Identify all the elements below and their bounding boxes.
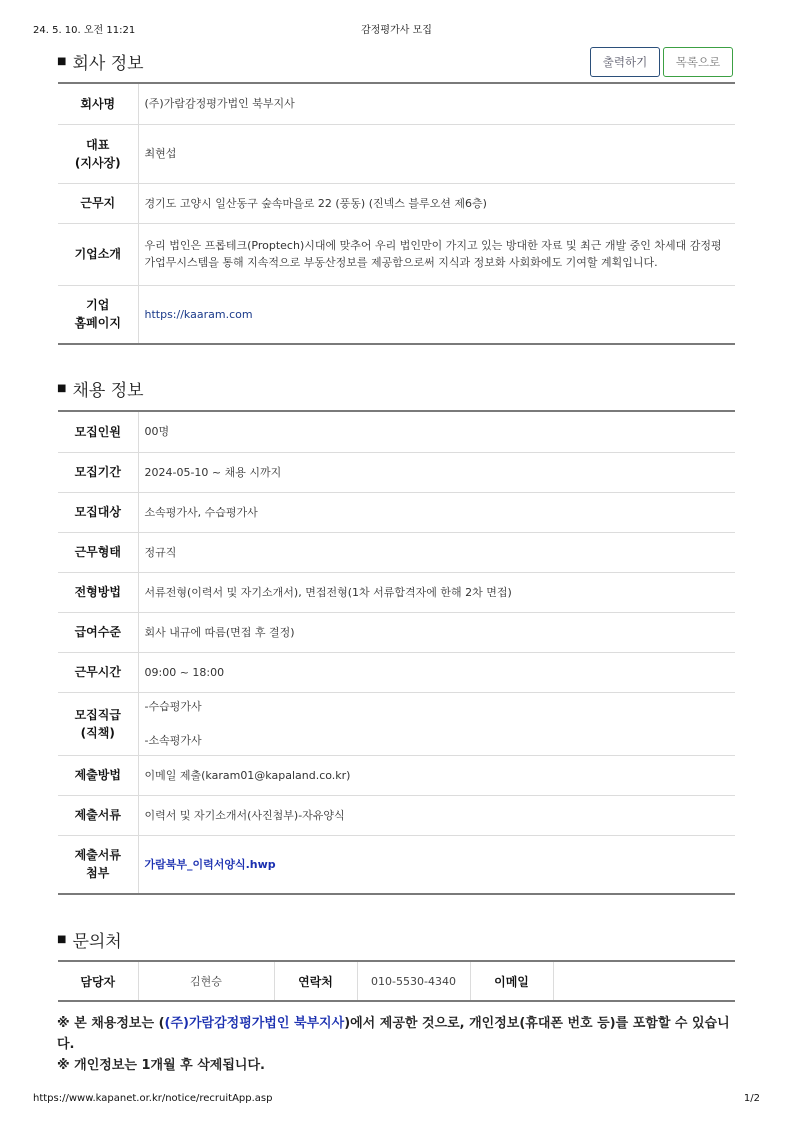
manager-value: 김현승	[138, 961, 274, 1001]
workplace-value: 경기도 고양시 일산동구 숲속마을로 22 (풍동) (진넥스 블루오션 제6층)	[138, 183, 735, 223]
company-name-value: (주)가람감정평가법인 북부지사	[138, 83, 735, 124]
table-row	[58, 452, 735, 492]
headcount-value: 00명	[138, 411, 735, 452]
recruit-section-title	[57, 376, 144, 401]
homepage-label: 기업 홈페이지	[58, 285, 138, 344]
representative-value: 최현섭	[138, 124, 735, 183]
notice-line-2: ※ 개인정보는 1개월 후 삭제됩니다.	[57, 1058, 265, 1073]
list-button[interactable]: 목록으로	[663, 47, 733, 77]
table-row	[58, 755, 735, 795]
square-bullet-icon: ■	[57, 56, 67, 67]
selection-method-label: 전형방법	[58, 572, 138, 612]
representative-label: 대표 (지사장)	[58, 124, 138, 183]
table-row	[58, 411, 735, 452]
employment-type-label: 근무형태	[58, 532, 138, 572]
target-label: 모집대상	[58, 492, 138, 532]
work-hours-value: 09:00 ~ 18:00	[138, 652, 735, 692]
square-bullet-icon: ■	[57, 934, 67, 945]
email-label: 이메일	[470, 961, 553, 1001]
table-row	[58, 612, 735, 652]
contact-section-title-text: 문의처	[72, 932, 122, 952]
print-title: 감정평가사 모집	[361, 25, 432, 36]
submission-method-value: 이메일 제출(karam01@kapaland.co.kr)	[138, 755, 735, 795]
recruit-info-table	[58, 410, 735, 895]
table-row	[58, 285, 735, 344]
documents-value: 이력서 및 자기소개서(사진첨부)-자유양식	[138, 795, 735, 835]
table-row	[58, 492, 735, 532]
company-section-title	[57, 49, 144, 74]
work-hours-label: 근무시간	[58, 652, 138, 692]
company-intro-label: 기업소개	[58, 223, 138, 285]
table-row	[58, 692, 735, 755]
table-row	[58, 572, 735, 612]
print-button[interactable]: 출력하기	[590, 47, 660, 77]
print-url: https://www.kapanet.or.kr/notice/recruitApp.asp	[33, 1093, 273, 1104]
position-value: -수습평가사 -소속평가사	[138, 692, 735, 755]
period-label: 모집기간	[58, 452, 138, 492]
table-row	[58, 183, 735, 223]
company-info-table	[58, 82, 735, 345]
table-row	[58, 795, 735, 835]
manager-label: 담당자	[58, 961, 138, 1001]
period-value: 2024-05-10 ~ 채용 시까지	[138, 452, 735, 492]
table-row	[58, 124, 735, 183]
print-header	[0, 0, 793, 40]
position-label: 모집직급 (직책)	[58, 692, 138, 755]
notice-company-link[interactable]: (주)가람감정평가법인 북부지사	[164, 1016, 345, 1031]
page-number: 1/2	[743, 1093, 760, 1104]
table-row	[58, 532, 735, 572]
phone-label: 연락처	[274, 961, 357, 1001]
salary-label: 급여수준	[58, 612, 138, 652]
company-intro-value: 우리 법인은 프롭테크(Proptech)시대에 맞추어 우리 법인만이 가지고 있는 방대한 자료 및 최근 개발 중인 차세대 감정평가업무시스템을 통해 지속적으로 부동산정보를 제공함으로써 지식과 정보화 사회화에도 기여할 계획입니다.	[138, 223, 735, 285]
email-value	[553, 961, 735, 1001]
workplace-label: 근무지	[58, 183, 138, 223]
attachment-file-link[interactable]: 가람북부_이력서양식.hwp	[144, 857, 276, 871]
attachment-value	[138, 835, 735, 894]
salary-value: 회사 내규에 따름(면접 후 결정)	[138, 612, 735, 652]
homepage-link[interactable]: https://kaaram.com	[144, 307, 253, 321]
table-row	[58, 652, 735, 692]
company-name-label: 회사명	[58, 83, 138, 124]
print-datetime: 24. 5. 10. 오전 11:21	[33, 25, 136, 36]
employment-type-value: 정규직	[138, 532, 735, 572]
privacy-notice	[57, 1013, 737, 1076]
table-row	[58, 835, 735, 894]
selection-method-value: 서류전형(이력서 및 자기소개서), 면접전형(1차 서류합격자에 한해 2차 면접)	[138, 572, 735, 612]
company-section-title-text: 회사 정보	[72, 54, 144, 74]
homepage-value	[138, 285, 735, 344]
contact-table	[58, 960, 735, 1002]
headcount-label: 모집인원	[58, 411, 138, 452]
contact-section-title	[57, 927, 122, 952]
table-row	[58, 83, 735, 124]
recruit-section-title-text: 채용 정보	[72, 381, 144, 401]
target-value: 소속평가사, 수습평가사	[138, 492, 735, 532]
phone-value: 010-5530-4340	[357, 961, 470, 1001]
attachment-label: 제출서류 첨부	[58, 835, 138, 894]
submission-method-label: 제출방법	[58, 755, 138, 795]
table-row	[58, 223, 735, 285]
square-bullet-icon: ■	[57, 383, 67, 394]
documents-label: 제출서류	[58, 795, 138, 835]
table-row	[58, 961, 735, 1001]
notice-line-1: ※ 본 채용정보는 ((주)가람감정평가법인 북부지사)에서 제공한 것으로, 개인정보(휴대폰 번호 등)를 포함할 수 있습니다.	[57, 1016, 730, 1052]
